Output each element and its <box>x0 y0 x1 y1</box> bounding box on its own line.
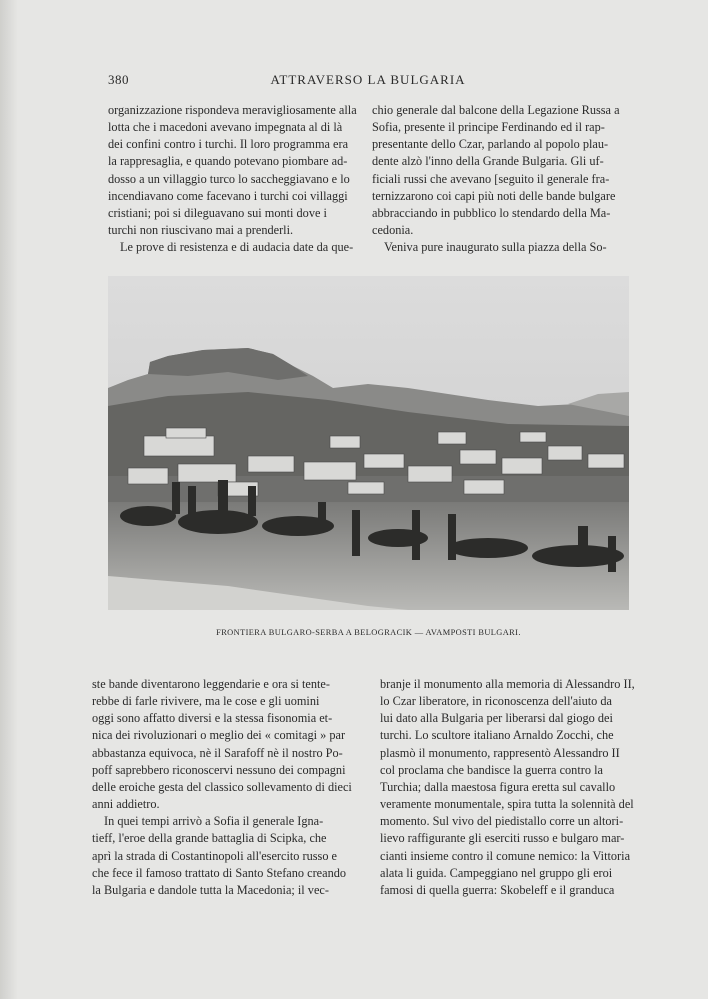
text-column-top-left <box>108 102 364 256</box>
text-line: tieff, l'eroe della grande battaglia di Scipka, che <box>92 831 327 846</box>
text-line: lo Czar liberatore, in riconoscenza dell'aiuto da <box>380 694 613 709</box>
text-line: nica dei rivoluzionari o meglio dei « comitagi » par <box>92 728 346 743</box>
text-line: cristiani; poi si dileguavano sui monti dove i <box>108 205 327 220</box>
text-line: lotta che i macedoni avevano impegnata al di là <box>108 120 343 135</box>
text-line: ficiali russi che avevano [seguito il generale fra- <box>372 171 610 186</box>
text-line: poff saprebbero riconoscervi nessuno dei compagni <box>92 762 346 777</box>
text-line: col proclama che bandisce la guerra contro la <box>380 762 603 777</box>
text-line: anni addietro. <box>92 797 160 812</box>
text-column-top-right <box>372 102 628 256</box>
text-line: la rappresaglia, e quando potevano piombare ad- <box>108 154 348 169</box>
text-line: Veniva pure inaugurato sulla piazza della So- <box>384 240 607 255</box>
figure-caption: FRONTIERA BULGARO-SERBA A BELOGRACIK — AVAMPOSTI BULGARI. <box>216 628 521 637</box>
text-line: oggi sono affatto diversi e la stessa fisonomia et- <box>92 711 333 726</box>
text-column-bottom-left <box>92 676 360 899</box>
text-column-bottom-right <box>380 676 650 899</box>
text-line: cianti insieme contro il comune nemico: la Vittoria <box>380 848 631 863</box>
text-line: chio generale dal balcone della Legazione Russa a <box>372 103 620 117</box>
page-number: 380 <box>108 72 129 87</box>
text-line: lui dato alla Bulgaria per liberarsi dal giogo dei <box>380 711 613 726</box>
text-line: abbastanza equivoca, nè il Sarafoff nè il nostro Po- <box>92 745 343 760</box>
text-line: plasmò il monumento, rappresentò Alessandro II <box>380 745 620 760</box>
text-line: rebbe di farle rivivere, ma le cose e gli uomini <box>92 694 320 709</box>
text-line: organizzazione rispondeva meravigliosamente alla <box>108 103 357 117</box>
text-line: incendiavano come facevano i turchi coi villaggi <box>108 188 348 203</box>
text-line: lievo raffigurante gli eserciti russo e bulgaro mar- <box>380 831 625 846</box>
text-line: famosi di quella guerra: Skobeleff e il granduca <box>380 882 615 897</box>
text-line: delle eroiche gesta del classico sollevamento di dieci <box>92 779 352 794</box>
text-line: In quei tempi arrivò a Sofia il generale Igna- <box>104 814 324 829</box>
text-line: turchi. Lo scultore italiano Arnaldo Zocchi, che <box>380 728 614 743</box>
text-line: abbracciando in pubblico lo stendardo della Ma- <box>372 205 611 220</box>
text-line: alata li guida. Campeggiano nel gruppo gli eroi <box>380 865 613 880</box>
text-line: veramente monumentale, spira tutta la solennità del <box>380 797 634 812</box>
text-line: Turchia; dalla maestosa figura eretta sul cavallo <box>380 779 616 794</box>
text-line: ste bande diventarono leggendarie e ora si tente- <box>92 677 330 691</box>
text-line: presentante dello Czar, parlando al popolo plau- <box>372 137 609 152</box>
text-line: Le prove di resistenza e di audacia date da que- <box>120 240 354 255</box>
text-line: momento. Sul vivo del piedistallo corre un altori- <box>380 814 624 829</box>
photograph-belogracik-outposts <box>108 276 629 610</box>
text-line: aprì la strada di Costantinopoli all'esercito russo e <box>92 848 338 863</box>
text-line: Sofia, presente il principe Ferdinando ed il rap- <box>372 120 605 135</box>
text-line: che fece il famoso trattato di Santo Stefano creando <box>92 865 347 880</box>
text-line: dente alzò l'inno della Grande Bulgaria. Gli uf- <box>372 154 604 169</box>
text-line: dei confini contro i turchi. Il loro programma era <box>108 137 349 152</box>
text-line: la Bulgaria e dandole tutta la Macedonia; il vec- <box>92 882 329 897</box>
text-line: branje il monumento alla memoria di Alessandro II, <box>380 677 635 691</box>
text-line: dosso a un villaggio turco lo saccheggiavano e lo <box>108 171 350 186</box>
text-line: ternizzarono coi capi più noti delle bande bulgare <box>372 188 616 203</box>
page-header <box>108 72 628 90</box>
text-line: cedonia. <box>372 223 414 238</box>
page-edge-shadow <box>0 0 18 999</box>
text-line: turchi non riuscivano mai a prenderli. <box>108 223 294 238</box>
photo-illustration <box>108 276 629 610</box>
running-title: ATTRAVERSO LA BULGARIA <box>270 72 466 87</box>
